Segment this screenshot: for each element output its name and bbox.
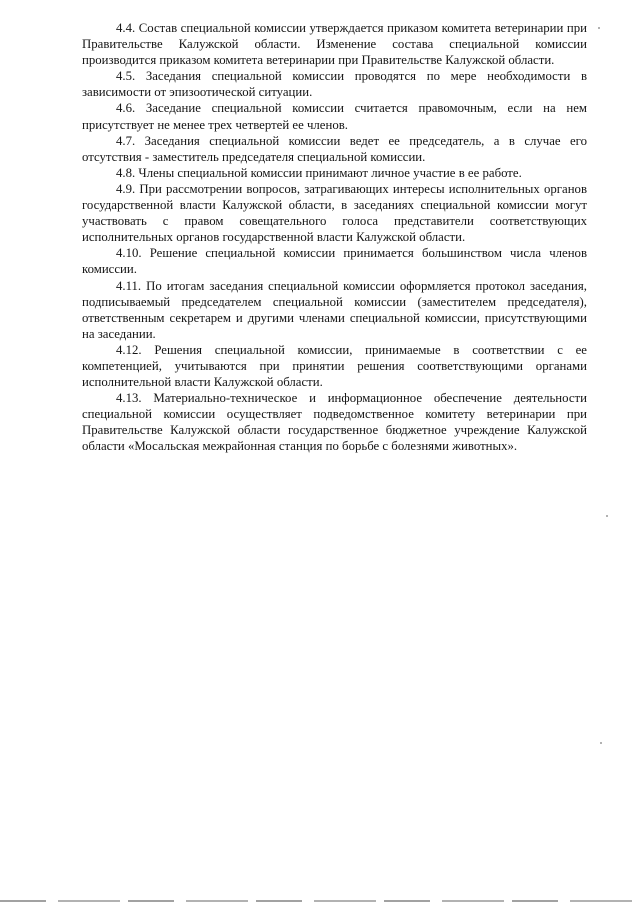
document-body <box>82 20 587 455</box>
scan-edge-artifact <box>0 900 639 902</box>
paragraph-4-6: 4.6. Заседание специальной комиссии считается правомочным, если на нем присутствует не менее трех четвертей ее членов. <box>82 101 587 132</box>
scan-speck <box>606 515 608 517</box>
paragraph-4-5: 4.5. Заседания специальной комиссии проводятся по мере необходимости в зависимости от эпизоотической ситуации. <box>82 69 587 100</box>
scan-speck <box>598 27 600 29</box>
paragraph-4-13: 4.13. Материально-техническое и информационное обеспечение деятельности специальной комиссии осуществляет подведомственное комитету ветеринарии при Правительстве Калужской области государственное бюджетное учреждение Калужской области «Мосальская межрайонная станция по борьбе с болезнями животных». <box>82 391 587 454</box>
paragraph-4-7: 4.7. Заседания специальной комиссии ведет ее председатель, а в случае его отсутствия - заместитель председателя специальной комиссии. <box>82 133 587 164</box>
paragraph-4-12: 4.12. Решения специальной комиссии, принимаемые в соответствии с ее компетенцией, учитываются при принятии решения соответствующими органами исполнительной власти Калужской области. <box>82 342 587 390</box>
paragraph-4-4: 4.4. Состав специальной комиссии утверждается приказом комитета ветеринарии при Правительстве Калужской области. Изменение состава специальной комиссии производится приказом комитета ветеринарии при Правительстве Калужской области. <box>82 21 587 68</box>
scan-speck <box>600 742 602 744</box>
paragraph-4-9: 4.9. При рассмотрении вопросов, затрагивающих интересы исполнительных органов государственной власти Калужской области, в заседаниях специальной комиссии могут участвовать с правом совещательного голоса представители соответствующих исполнительных органов государственной власти Калужской области. <box>82 181 587 245</box>
paragraph-4-10: 4.10. Решение специальной комиссии принимается большинством числа членов комиссии. <box>82 246 587 277</box>
paragraph-4-11: 4.11. По итогам заседания специальной комиссии оформляется протокол заседания, подписываемый председателем специальной комиссии (заместителем председателя), ответственным секретарем и другими членами специальной комиссии, присутствующими на заседании. <box>82 278 587 341</box>
paragraph-4-8: 4.8. Члены специальной комиссии принимают личное участие в ее работе. <box>116 165 522 180</box>
